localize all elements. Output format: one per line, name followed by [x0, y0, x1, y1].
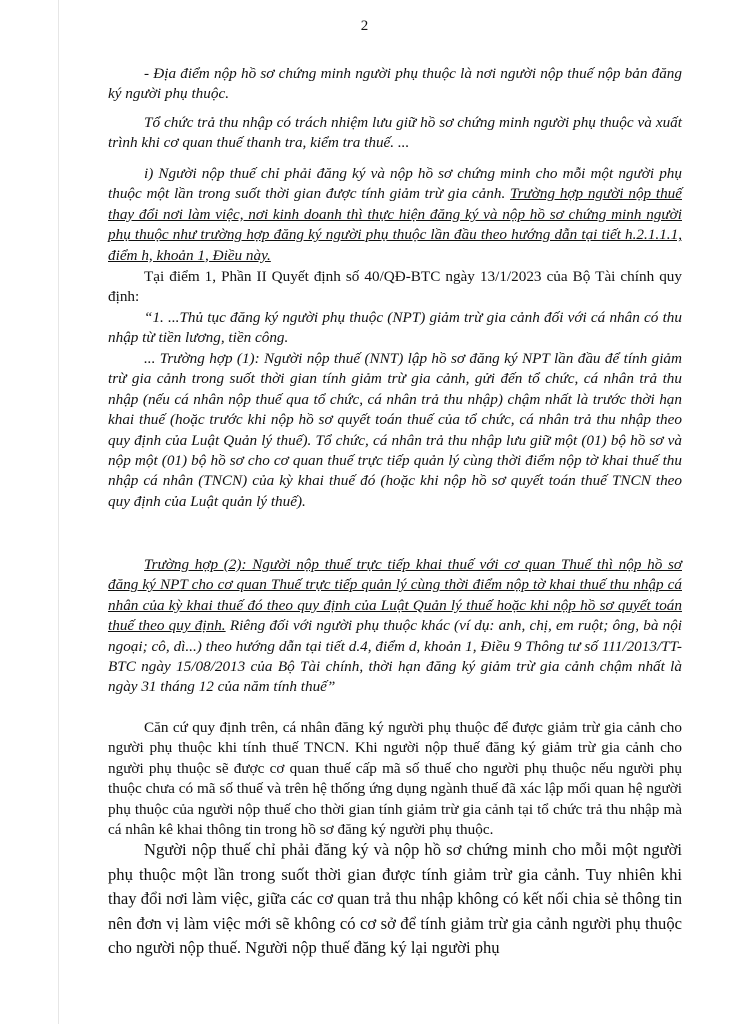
paragraph-conclusion [108, 718, 682, 840]
paragraph-text: Người nộp thuế chỉ phải đăng ký và nộp hồ sơ chứng minh cho mỗi một người phụ thuộc một lần trong suốt thời gian được tính giảm trừ gia cảnh. Tuy nhiên khi thay đổi nơi làm việc, giữa các cơ quan trả thu nhập không có kết nối chia sẻ thông tin nên đơn vị làm việc mới sẽ không có cơ sở để tính giảm trừ gia cảnh người phụ thuộc cho người nộp thuế. Người nộp thuế đăng ký lại người phụ [108, 840, 682, 958]
plain-text: i) Người nộp thuế chỉ phải đăng ký và nộp hồ sơ chứng minh cho mỗi một người phụ thuộc một lần trong suốt thời gian được tính giảm trừ gia cảnh. [108, 165, 682, 203]
paragraph-text [108, 164, 682, 266]
paragraph-text: Tại điểm 1, Phần II Quyết định số 40/QĐ-BTC ngày 13/1/2023 của Bộ Tài chính quy định: [108, 268, 682, 306]
paragraph-register-once [108, 164, 682, 266]
paragraph-text [108, 555, 682, 698]
plain-text: Riêng đối với người phụ thuộc khác (ví dụ: anh, chị, em ruột; ông, bà nội ngoại; cô, dì...) theo hướng dẫn tại tiết d.4, điểm d, khoản 1, Điều 9 Thông tư số 111/2013/TT-BTC ngày 15/08/2013 của Bộ Tài chính, thời hạn đăng ký giảm trừ gia cảnh chậm nhất là ngày 31 tháng 12 của năm tính thuế” [108, 617, 683, 696]
paragraph-decision-reference [108, 267, 682, 308]
paragraph-case-1 [108, 349, 682, 512]
page-number: 2 [360, 18, 369, 34]
paragraph-procedure-title [108, 308, 682, 349]
underlined-text: Trường hợp (2): Người nộp thuế trực tiếp khai thuế với cơ quan Thuế thì nộp hồ sơ đăng ký NPT cho cơ quan Thuế trực tiếp quản lý cùng thời điểm nộp tờ khai thuế thu nhập cá nhân của kỳ khai thuế đó theo quy định của Luật Quản lý thuế hoặc khi nộp hồ sơ quyết toán thuế theo quy định. [108, 556, 682, 635]
paragraph-text: - Địa điểm nộp hồ sơ chứng minh người phụ thuộc là nơi người nộp thuế nộp bản đăng ký người phụ thuộc. [108, 65, 682, 103]
underlined-text: Trường hợp người nộp thuế thay đổi nơi làm việc, nơi kinh doanh thì thực hiện đăng ký và nộp hồ sơ chứng minh người phụ thuộc như trường hợp đăng ký người phụ thuộc lần đầu theo hướng dẫn tại tiết h.2.1.1.1, điểm h, khoản 1, Điều này. [108, 185, 682, 264]
paragraph-employer-responsibility [108, 113, 682, 154]
paragraph-re-registration [108, 838, 682, 961]
scan-margin-line [58, 0, 59, 1024]
paragraph-text: “1. ...Thủ tục đăng ký người phụ thuộc (NPT) giảm trừ gia cảnh đối với cá nhân có thu nhập từ tiền lương, tiền công. [108, 309, 682, 347]
paragraph-text: ... Trường hợp (1): Người nộp thuế (NNT) lập hồ sơ đăng ký NPT lần đầu để tính giảm trừ gia cảnh trong suốt thời gian tính giảm trừ gia cảnh, gửi đến tổ chức, cá nhân trả thu nhập (nếu cá nhân nộp thuế qua tổ chức, cá nhân trả thu nhập) chậm nhất là trước thời hạn khai thuế (hoặc trước khi nộp hồ sơ quyết toán thuế của tổ chức, cá nhân trả thu nhập theo quy định của Luật Quản lý thuế). Tổ chức, cá nhân trả thu nhập lưu giữ một (01) bộ hồ sơ và nộp một (01) bộ hồ sơ cho cơ quan thuế trực tiếp quản lý cùng thời điểm nộp tờ khai thuế thu nhập cá nhân (TNCN) của kỳ khai thuế đó (hoặc khi nộp hồ sơ quyết toán thuế TNCN theo quy định của Luật quản lý thuế). [108, 350, 682, 510]
paragraph-text: Căn cứ quy định trên, cá nhân đăng ký người phụ thuộc để được giảm trừ gia cảnh cho người phụ thuộc khi tính thuế TNCN. Khi người nộp thuế đăng ký giảm trừ gia cảnh cho người phụ thuộc sẽ được cơ quan thuế cấp mã số thuế cho người phụ thuộc nếu người phụ thuộc chưa có mã số thuế và trên hệ thống ứng dụng ngành thuế đã xác lập mối quan hệ người phụ thuộc của người nộp thuế cho thời gian tính giảm trừ gia cảnh tại tổ chức trả thu nhập mà cá nhân kê khai thông tin trong hồ sơ đăng ký người phụ thuộc. [108, 719, 682, 839]
paragraph-submission-location [108, 64, 682, 105]
paragraph-text: Tổ chức trả thu nhập có trách nhiệm lưu giữ hồ sơ chứng minh người phụ thuộc và xuất trình khi cơ quan thuế thanh tra, kiểm tra thuế. ... [108, 114, 682, 152]
paragraph-case-2 [108, 555, 682, 698]
